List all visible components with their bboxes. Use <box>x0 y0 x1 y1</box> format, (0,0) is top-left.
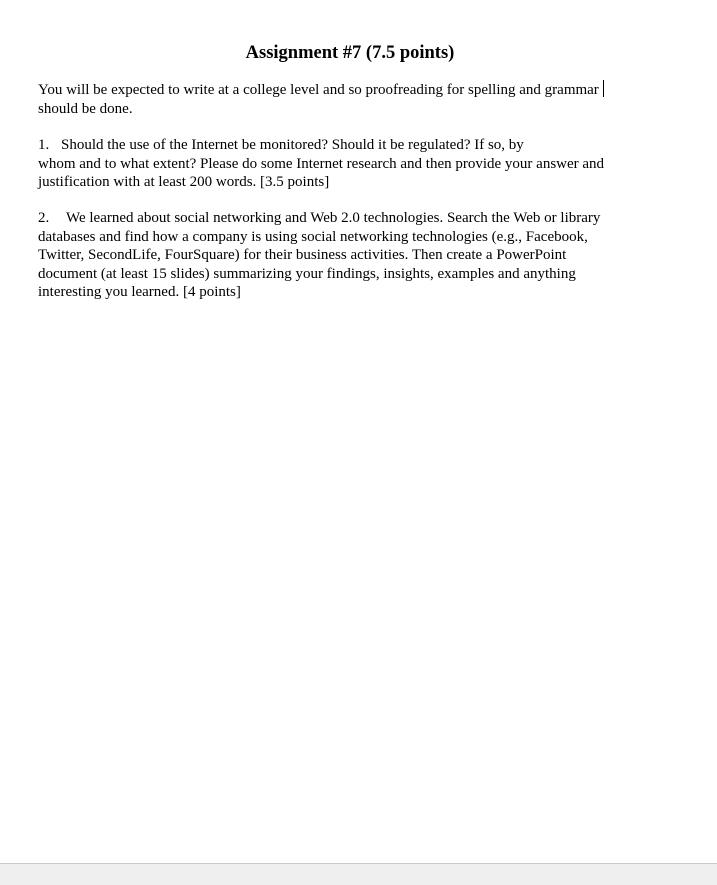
intro-paragraph[interactable] <box>38 80 648 118</box>
question-2-line-3: Twitter, SecondLife, FourSquare) for their business activities. Then create a PowerPoint <box>38 247 567 264</box>
document-title: Assignment #7 (7.5 points) <box>245 43 455 63</box>
question-1-line-2: whom and to what extent? Please do some Internet research and then provide your answer and <box>38 155 605 172</box>
question-2-paragraph[interactable] <box>38 209 648 302</box>
text-cursor <box>603 80 604 97</box>
question-1-paragraph[interactable] <box>38 136 648 192</box>
question-1-number: 1. <box>38 137 50 153</box>
intro-line-1: You will be expected to write at a college level and so proofreading for spelling and grammar <box>38 80 648 100</box>
question-2-number: 2. <box>38 210 50 226</box>
bottom-scrollbar-strip[interactable] <box>0 863 717 885</box>
intro-line-2: should be done. <box>38 100 133 117</box>
question-2-line-5: interesting you learned. [4 points] <box>38 284 241 301</box>
question-2-line-1: 2. We learned about social networking and Web 2.0 technologies. Search the Web or library <box>38 210 601 226</box>
question-1-line-1: 1. Should the use of the Internet be monitored? Should it be regulated? If so, by <box>38 137 524 153</box>
question-1-line-3: justification with at least 200 words. [3.5 points] <box>38 174 330 191</box>
question-2-line-2: databases and find how a company is using social networking technologies (e.g., Facebook, <box>38 228 588 245</box>
question-2-line-4: document (at least 15 slides) summarizing your findings, insights, examples and anything <box>38 265 576 282</box>
